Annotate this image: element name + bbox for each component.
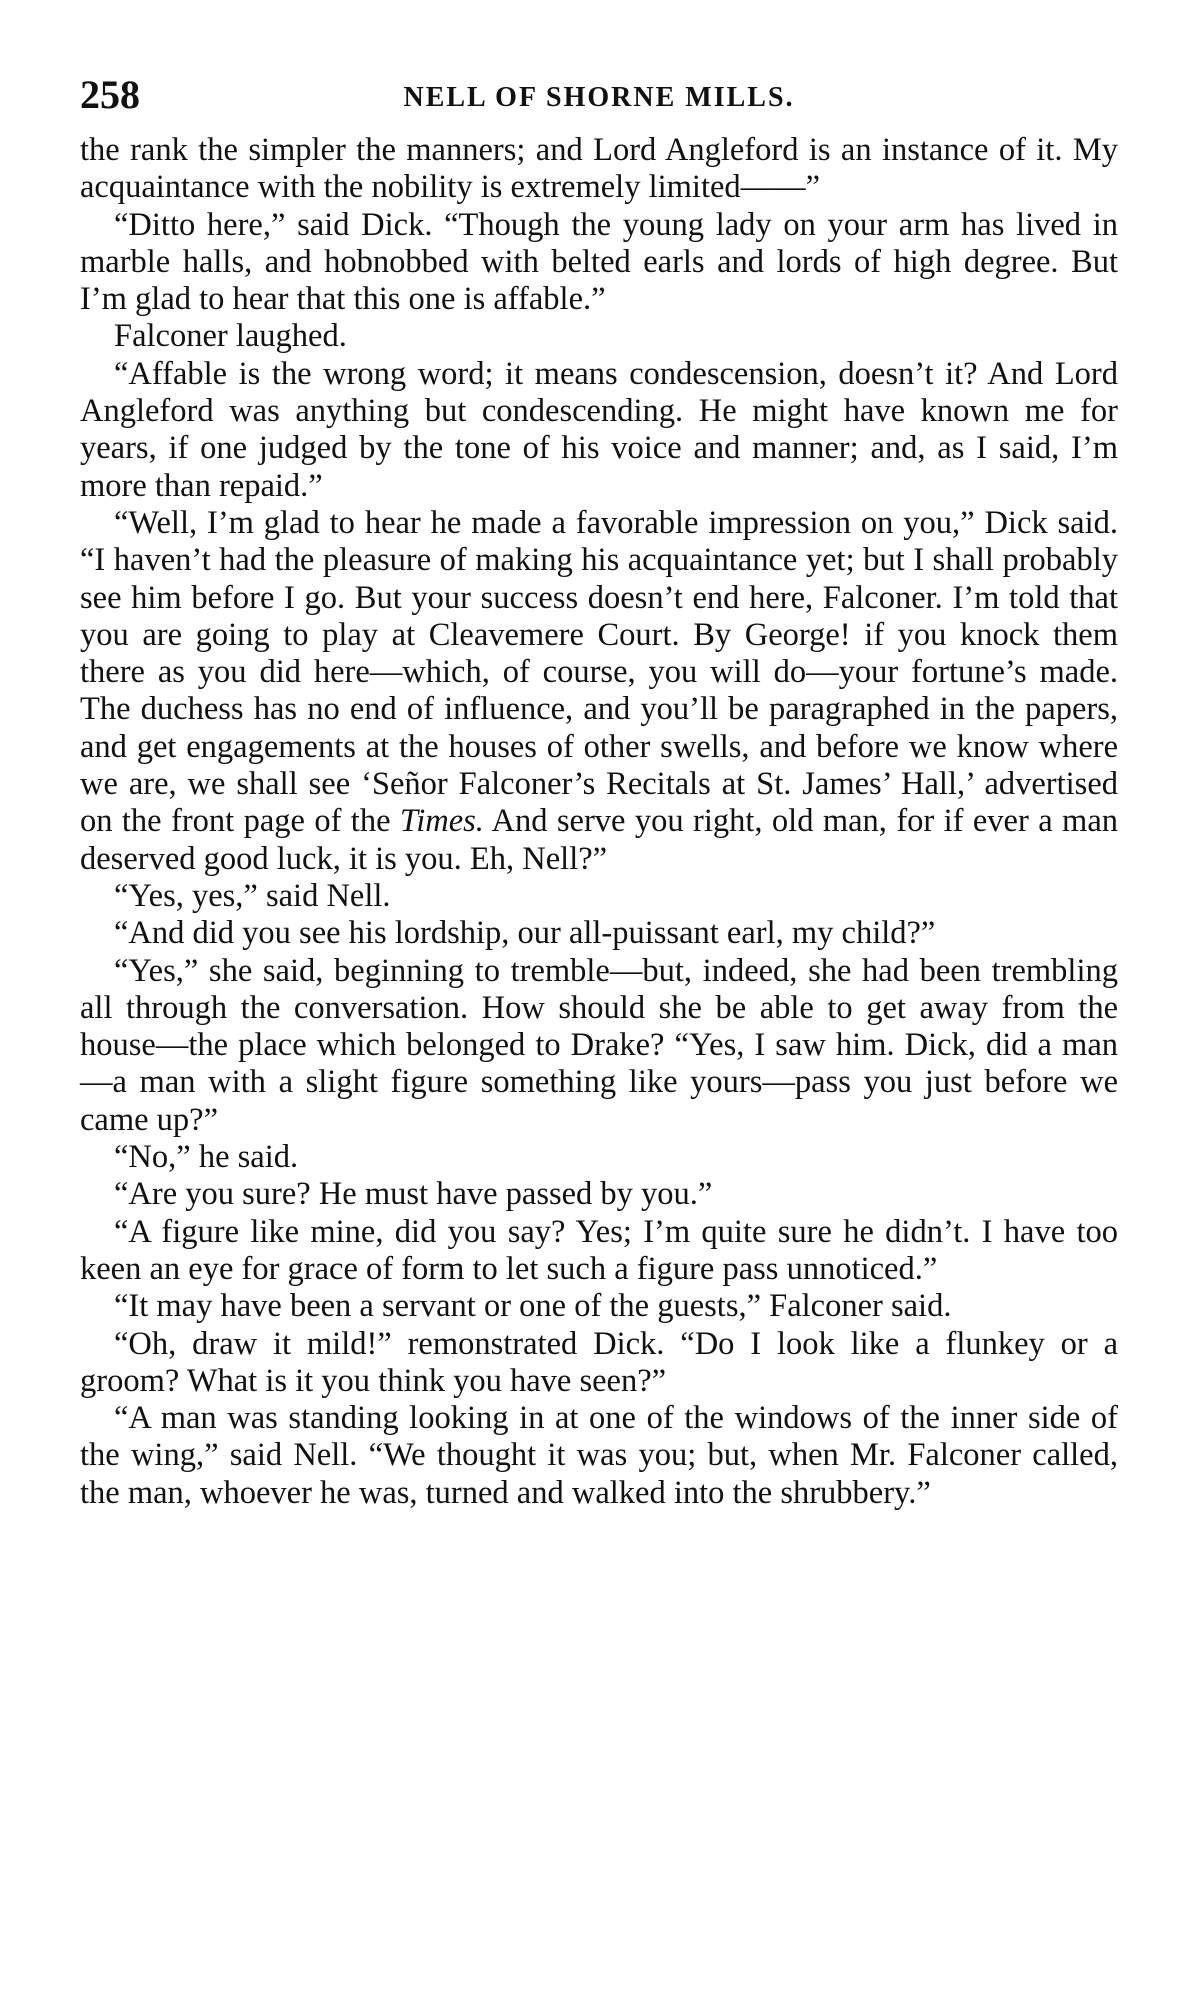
paragraph: “Are you sure? He must have passed by you.”: [114, 1176, 713, 1213]
page-number: 258: [80, 72, 140, 117]
paragraph: “Oh, draw it mild!” remonstrated Dick. “Do I look like a flunkey or a groom? What is it you think you have seen?”: [80, 1325, 1118, 1399]
paragraph: the rank the simpler the manners; and Lord Angleford is an instance of it. My acquaintance with the nobility is extremely limited——”: [80, 132, 1118, 206]
paragraph: “Yes,” she said, beginning to tremble—but, indeed, she had been trembling all through the conversation. How should she be able to get away from the house—the place which belonged to Drake? “Yes, I saw him. Dick, did a man—a man with a slight figure something like yours—pass you just before we came up?”: [80, 952, 1118, 1138]
book-page: [80, 70, 1118, 1512]
paragraph: [80, 505, 1118, 878]
paragraph: “Affable is the wrong word; it means condescension, doesn’t it? And Lord Angleford was anything but condescending. He might have known me for years, if one judged by the tone of his voice and manner; and, as I said, I’m more than repaid.”: [80, 355, 1118, 504]
paragraph: “Yes, yes,” said Nell.: [114, 877, 391, 914]
running-title: NELL OF SHORNE MILLS.: [403, 82, 795, 113]
paragraph: “A man was standing looking in at one of the windows of the inner side of the wing,” said Nell. “We thought it was you; but, when Mr. Falconer called, the man, whoever he was, turned and walked into the shrubbery.”: [80, 1400, 1118, 1511]
paragraph: Falconer laughed.: [114, 318, 347, 355]
paragraph-text: “Well, I’m glad to hear he made a favorable impression on you,” Dick said. “I haven’t had the pleasure of making his acquaintance yet; but I shall probably see him before I go. But your success doesn’t end here, Falconer. I’m told that you are going to play at Cleavemere Court. By George! if you knock them there as you did here—which, of course, you will do—your fortune’s made. The duchess has no end of influence, and you’ll be paragraphed in the papers, and get engagements at the houses of other swells, and before we know where we are, we shall see ‘Señor Falconer’s Recitals at St. James’ Hall,’ advertised on the front page of the: [80, 504, 1118, 840]
paragraph: “A figure like mine, did you say? Yes; I’m quite sure he didn’t. I have too keen an eye for grace of form to let such a figure pass unnoticed.”: [80, 1213, 1118, 1287]
body-text: [80, 132, 1118, 1512]
italic-title: Times.: [399, 803, 484, 840]
page-header: [80, 70, 1118, 132]
paragraph: “It may have been a servant or one of the guests,” Falconer said.: [114, 1288, 952, 1325]
paragraph-text: And serve you right, old man, for if ever a man deserved good luck, it is you. Eh, Nell?”: [80, 803, 1118, 877]
paragraph: “Ditto here,” said Dick. “Though the young lady on your arm has lived in marble halls, and hobnobbed with belted earls and lords of high degree. But I’m glad to hear that this one is affable.”: [80, 206, 1118, 318]
paragraph: “And did you see his lordship, our all-puissant earl, my child?”: [114, 915, 936, 952]
paragraph: “No,” he said.: [114, 1139, 299, 1176]
